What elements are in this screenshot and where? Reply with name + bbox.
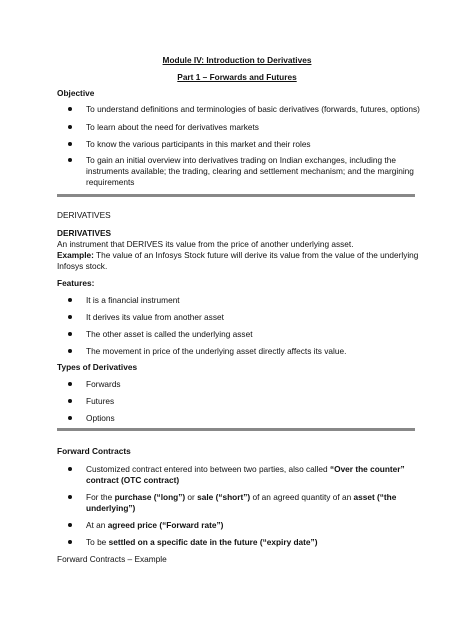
forward-item [86,492,396,503]
forward-item-text: For the [86,492,115,502]
bullet-icon [68,495,72,499]
objective-item: To understand definitions and terminologies of basic derivatives (forwards, futures, options) [86,104,420,114]
forward-heading: Forward Contracts [57,446,131,456]
bullet-icon [68,349,72,353]
derivatives-definition: An instrument that DERIVES its value from the price of another underlying asset. [57,239,354,249]
document-subtitle: Part 1 – Forwards and Futures [177,72,297,82]
derivatives-heading: DERIVATIVES [57,228,112,238]
forward-item-emphasis: agreed price (“Forward rate”) [107,520,224,530]
forward-example-caption: Forward Contracts – Example [57,554,167,564]
bullet-icon [68,332,72,336]
type-item: Options [86,413,115,423]
derivatives-example [57,250,418,261]
forward-item-text: At an [86,520,108,530]
bullet-icon [68,540,72,544]
forward-item-text: of an agreed quantity of an [250,492,354,502]
bullet-icon [68,107,72,111]
forward-item-emphasis: asset (“the [353,492,397,502]
feature-item: The movement in price of the underlying asset directly affects its value. [86,346,347,356]
objective-item: To know the various participants in this market and their roles [86,139,311,149]
forward-item-emphasis: sale (“short”) [197,492,251,502]
forward-item [86,464,405,475]
bullet-icon [68,523,72,527]
forward-item [86,537,317,548]
bullet-icon [68,382,72,386]
bullet-icon [68,315,72,319]
bullet-icon [68,467,72,471]
example-text: The value of an Infosys Stock future will derive its value from the value of the underlying [93,250,419,260]
objective-item: To gain an initial overview into derivatives trading on Indian exchanges, including the [86,155,396,165]
forward-item-continued: underlying”) [86,503,136,513]
derivatives-example-continued: Infosys stock. [57,261,108,271]
features-heading: Features: [57,278,95,288]
objective-item-continued: requirements [86,177,135,187]
forward-item-emphasis: “Over the counter” [329,464,405,474]
bullet-icon [68,158,72,162]
bullet-icon [68,416,72,420]
section-divider [57,194,415,197]
forward-item [86,520,223,531]
forward-item-text: or [185,492,198,502]
objective-heading: Objective [57,88,95,98]
forward-item-text: To be [86,537,109,547]
document-title: Module IV: Introduction to Derivatives [162,55,312,65]
bullet-icon [68,399,72,403]
forward-item-emphasis: settled on a specific date in the future (“expiry date”) [108,537,318,547]
forward-item-text: Customized contract entered into between two parties, also called [86,464,330,474]
types-heading: Types of Derivatives [57,362,138,372]
bullet-icon [68,142,72,146]
section-divider [57,428,415,431]
bullet-icon [68,298,72,302]
objective-item-continued: instruments available; the trading, clearing and settlement mechanism; and the margining [86,166,414,176]
feature-item: It derives its value from another asset [86,312,224,322]
feature-item: It is a financial instrument [86,295,180,305]
objective-item: To learn about the need for derivatives markets [86,122,259,132]
type-item: Forwards [86,379,121,389]
derivatives-caption: DERIVATIVES [57,210,111,220]
feature-item: The other asset is called the underlying asset [86,329,253,339]
type-item: Futures [86,396,115,406]
forward-item-continued: contract (OTC contract) [86,475,180,485]
forward-item-emphasis: purchase (“long”) [114,492,186,502]
example-label: Example: [57,250,94,260]
bullet-icon [68,125,72,129]
